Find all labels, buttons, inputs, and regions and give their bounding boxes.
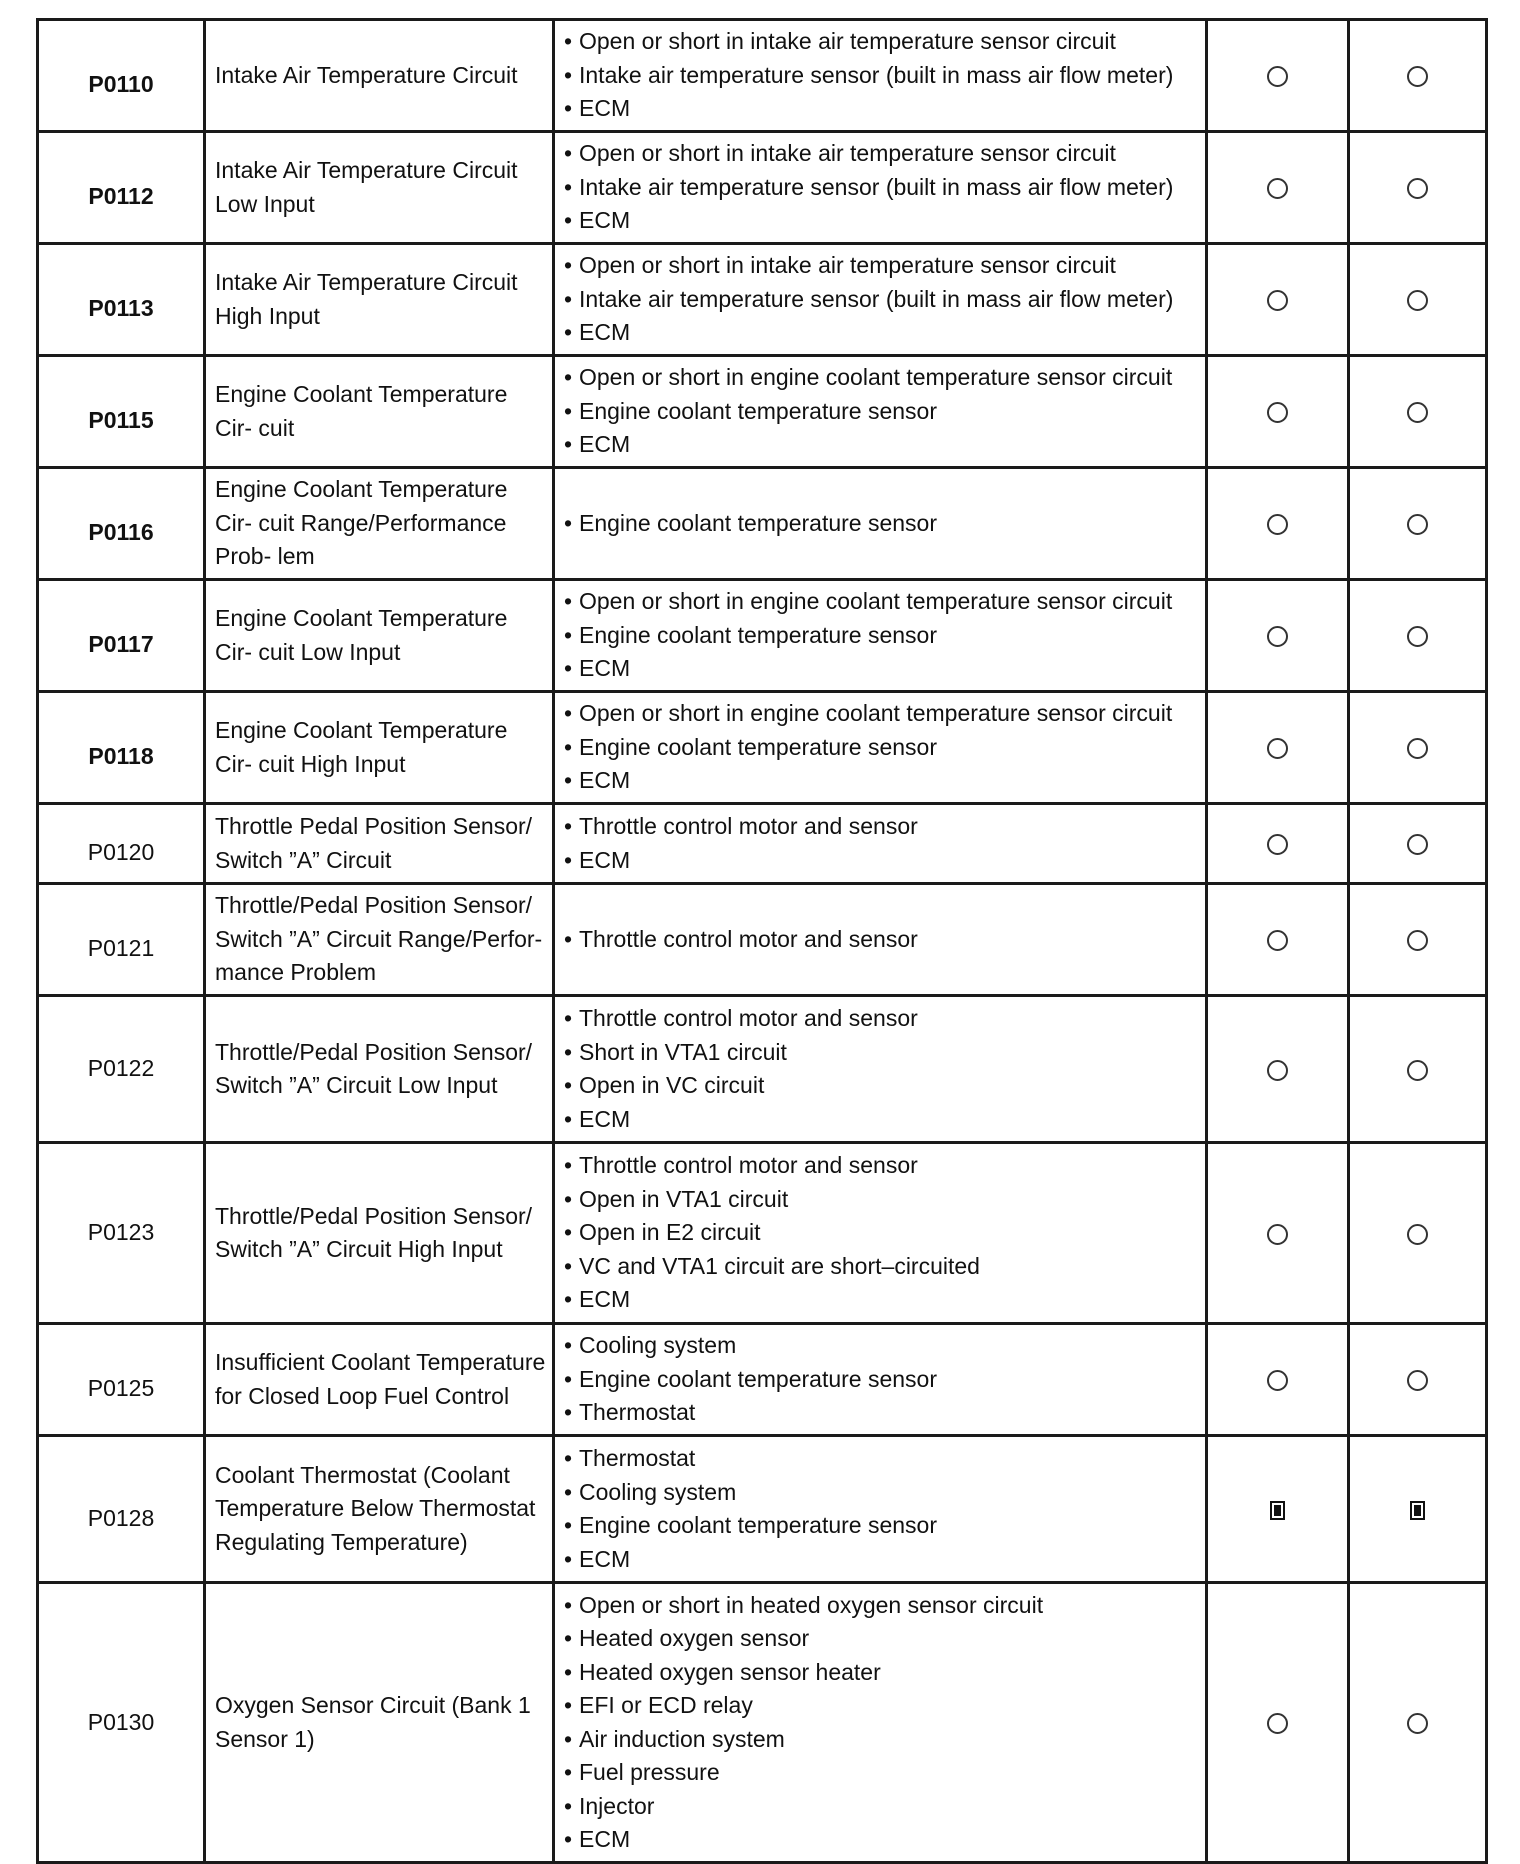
detection-item: Engine Coolant Temperature Cir- cuit Range/Performance Prob- lem	[205, 468, 554, 580]
detection-item: Throttle Pedal Position Sensor/ Switch ”A” Circuit	[205, 804, 554, 884]
list-item: • Intake air temperature sensor (built in mass air flow meter)	[564, 59, 1205, 93]
circle-mark-icon	[1267, 930, 1288, 951]
table-row	[38, 1143, 1487, 1324]
list-item: • ECM	[564, 652, 1205, 686]
list-item: • EFI or ECD relay	[564, 1689, 1205, 1723]
detection-item: Intake Air Temperature Circuit	[205, 20, 554, 132]
mil-cell	[1207, 132, 1349, 244]
trouble-area-list	[564, 1329, 1205, 1430]
list-item: • Air induction system	[564, 1723, 1205, 1757]
circle-mark-icon	[1267, 1224, 1288, 1245]
dtc-code-cell	[38, 580, 205, 692]
table-row	[38, 884, 1487, 996]
list-item: • Intake air temperature sensor (built in mass air flow meter)	[564, 283, 1205, 317]
mil-cell	[1207, 692, 1349, 804]
trouble-area-cell	[554, 804, 1207, 884]
detection-item: Insufficient Coolant Temperature for Closed Loop Fuel Control	[205, 1324, 554, 1436]
mil-cell	[1207, 244, 1349, 356]
trouble-area-cell	[554, 20, 1207, 132]
trouble-area-list	[564, 361, 1205, 462]
list-item: • Engine coolant temperature sensor	[564, 507, 1205, 541]
trouble-area-cell	[554, 1324, 1207, 1436]
memory-cell	[1349, 244, 1487, 356]
memory-cell	[1349, 1583, 1487, 1863]
dtc-code: P0110	[88, 71, 154, 98]
list-item: • Engine coolant temperature sensor	[564, 395, 1205, 429]
table-row	[38, 356, 1487, 468]
mil-cell	[1207, 1583, 1349, 1863]
list-item: • ECM	[564, 1543, 1205, 1577]
square-mark-icon	[1410, 1501, 1425, 1520]
list-item: • Thermostat	[564, 1442, 1205, 1476]
mil-cell	[1207, 1324, 1349, 1436]
circle-mark-icon	[1407, 626, 1428, 647]
square-mark-icon	[1270, 1501, 1285, 1520]
list-item: • Open or short in engine coolant temperature sensor circuit	[564, 361, 1205, 395]
list-item: • Open in VTA1 circuit	[564, 1183, 1205, 1217]
dtc-code: P0112	[88, 183, 154, 210]
table-row	[38, 1436, 1487, 1583]
list-item: • Heated oxygen sensor heater	[564, 1656, 1205, 1690]
circle-mark-icon	[1267, 178, 1288, 199]
list-item: • Cooling system	[564, 1329, 1205, 1363]
list-item: • Engine coolant temperature sensor	[564, 1363, 1205, 1397]
list-item: • Open or short in engine coolant temperature sensor circuit	[564, 697, 1205, 731]
trouble-area-list	[564, 1442, 1205, 1576]
table-row	[38, 132, 1487, 244]
list-item: • Throttle control motor and sensor	[564, 1002, 1205, 1036]
list-item: • Cooling system	[564, 1476, 1205, 1510]
list-item: • Open in E2 circuit	[564, 1216, 1205, 1250]
trouble-area-cell	[554, 1583, 1207, 1863]
detection-item: Throttle/Pedal Position Sensor/ Switch ”A” Circuit Range/Perfor- mance Problem	[205, 884, 554, 996]
circle-mark-icon	[1267, 1060, 1288, 1081]
list-item: • Open or short in intake air temperature sensor circuit	[564, 137, 1205, 171]
list-item: • ECM	[564, 1103, 1205, 1137]
trouble-area-cell	[554, 884, 1207, 996]
trouble-area-list	[564, 810, 1205, 877]
trouble-area-cell	[554, 996, 1207, 1143]
mil-cell	[1207, 804, 1349, 884]
list-item: • Injector	[564, 1790, 1205, 1824]
list-item: • Open or short in engine coolant temperature sensor circuit	[564, 585, 1205, 619]
dtc-code-cell	[38, 132, 205, 244]
memory-cell	[1349, 468, 1487, 580]
trouble-area-list	[564, 25, 1205, 126]
detection-item: Coolant Thermostat (Coolant Temperature Below Thermostat Regulating Temperature)	[205, 1436, 554, 1583]
dtc-code-cell	[38, 884, 205, 996]
list-item: • Throttle control motor and sensor	[564, 1149, 1205, 1183]
list-item: • Engine coolant temperature sensor	[564, 731, 1205, 765]
detection-item: Throttle/Pedal Position Sensor/ Switch ”A” Circuit High Input	[205, 1143, 554, 1324]
mil-cell	[1207, 468, 1349, 580]
circle-mark-icon	[1267, 514, 1288, 535]
dtc-code: P0115	[88, 407, 154, 434]
mil-cell	[1207, 1436, 1349, 1583]
list-item: • Throttle control motor and sensor	[564, 923, 1205, 957]
dtc-code: P0121	[87, 935, 155, 962]
dtc-table-body	[38, 20, 1487, 1863]
dtc-code: P0113	[88, 295, 154, 322]
circle-mark-icon	[1267, 290, 1288, 311]
circle-mark-icon	[1407, 930, 1428, 951]
circle-mark-icon	[1407, 290, 1428, 311]
trouble-area-cell	[554, 1143, 1207, 1324]
memory-cell	[1349, 580, 1487, 692]
circle-mark-icon	[1267, 834, 1288, 855]
dtc-code-cell	[38, 692, 205, 804]
circle-mark-icon	[1407, 738, 1428, 759]
detection-item: Throttle/Pedal Position Sensor/ Switch ”A” Circuit Low Input	[205, 996, 554, 1143]
circle-mark-icon	[1407, 1713, 1428, 1734]
circle-mark-icon	[1267, 66, 1288, 87]
dtc-code-cell	[38, 1436, 205, 1583]
table-row	[38, 692, 1487, 804]
trouble-area-list	[564, 137, 1205, 238]
memory-cell	[1349, 1143, 1487, 1324]
list-item: • Open or short in intake air temperature sensor circuit	[564, 25, 1205, 59]
memory-cell	[1349, 356, 1487, 468]
trouble-area-cell	[554, 468, 1207, 580]
circle-mark-icon	[1407, 1224, 1428, 1245]
list-item: • ECM	[564, 92, 1205, 126]
memory-cell	[1349, 20, 1487, 132]
list-item: • Heated oxygen sensor	[564, 1622, 1205, 1656]
memory-cell	[1349, 692, 1487, 804]
memory-cell	[1349, 1436, 1487, 1583]
trouble-area-list	[564, 1149, 1205, 1317]
trouble-area-cell	[554, 132, 1207, 244]
memory-cell	[1349, 884, 1487, 996]
dtc-code-cell	[38, 1143, 205, 1324]
dtc-code-cell	[38, 804, 205, 884]
detection-item: Intake Air Temperature Circuit Low Input	[205, 132, 554, 244]
dtc-code: P0118	[88, 743, 154, 770]
list-item: • Open or short in intake air temperature sensor circuit	[564, 249, 1205, 283]
list-item: • ECM	[564, 204, 1205, 238]
trouble-area-list	[564, 1002, 1205, 1136]
trouble-area-cell	[554, 580, 1207, 692]
trouble-area-list	[564, 1589, 1205, 1857]
dtc-code-cell	[38, 356, 205, 468]
circle-mark-icon	[1407, 66, 1428, 87]
list-item: • ECM	[564, 844, 1205, 878]
dtc-code-cell	[38, 1324, 205, 1436]
circle-mark-icon	[1407, 178, 1428, 199]
dtc-code: P0128	[87, 1504, 155, 1531]
list-item: • Short in VTA1 circuit	[564, 1036, 1205, 1070]
list-item: • ECM	[564, 1283, 1205, 1317]
list-item: • Intake air temperature sensor (built in mass air flow meter)	[564, 171, 1205, 205]
dtc-code-cell	[38, 1583, 205, 1863]
dtc-code: P0117	[88, 631, 154, 658]
detection-item: Engine Coolant Temperature Cir- cuit High Input	[205, 692, 554, 804]
detection-item: Oxygen Sensor Circuit (Bank 1 Sensor 1)	[205, 1583, 554, 1863]
dtc-code: P0130	[87, 1708, 155, 1735]
mil-cell	[1207, 1143, 1349, 1324]
table-row	[38, 1324, 1487, 1436]
dtc-code: P0116	[88, 519, 154, 546]
circle-mark-icon	[1407, 1370, 1428, 1391]
list-item: • Engine coolant temperature sensor	[564, 1509, 1205, 1543]
detection-item: Intake Air Temperature Circuit High Input	[205, 244, 554, 356]
circle-mark-icon	[1407, 834, 1428, 855]
dtc-code: P0120	[87, 839, 155, 866]
list-item: • ECM	[564, 1823, 1205, 1857]
trouble-area-list	[564, 923, 1205, 957]
table-row	[38, 996, 1487, 1143]
dtc-code: P0125	[87, 1375, 155, 1402]
list-item: • Open in VC circuit	[564, 1069, 1205, 1103]
list-item: • Throttle control motor and sensor	[564, 810, 1205, 844]
table-row	[38, 580, 1487, 692]
memory-cell	[1349, 132, 1487, 244]
list-item: • Thermostat	[564, 1396, 1205, 1430]
mil-cell	[1207, 580, 1349, 692]
memory-cell	[1349, 804, 1487, 884]
list-item: • ECM	[564, 764, 1205, 798]
table-row	[38, 20, 1487, 132]
trouble-area-list	[564, 697, 1205, 798]
list-item: • ECM	[564, 428, 1205, 462]
circle-mark-icon	[1407, 514, 1428, 535]
circle-mark-icon	[1267, 1370, 1288, 1391]
list-item: • ECM	[564, 316, 1205, 350]
memory-cell	[1349, 1324, 1487, 1436]
trouble-area-list	[564, 585, 1205, 686]
trouble-area-cell	[554, 692, 1207, 804]
mil-cell	[1207, 20, 1349, 132]
dtc-code: P0123	[87, 1219, 155, 1246]
list-item: • VC and VTA1 circuit are short–circuited	[564, 1250, 1205, 1284]
table-row	[38, 1583, 1487, 1863]
table-row	[38, 804, 1487, 884]
mil-cell	[1207, 356, 1349, 468]
circle-mark-icon	[1267, 626, 1288, 647]
detection-item: Engine Coolant Temperature Cir- cuit Low Input	[205, 580, 554, 692]
mil-cell	[1207, 884, 1349, 996]
circle-mark-icon	[1267, 1713, 1288, 1734]
detection-item: Engine Coolant Temperature Cir- cuit	[205, 356, 554, 468]
dtc-table-page	[36, 18, 1485, 1864]
trouble-area-cell	[554, 1436, 1207, 1583]
dtc-code-cell	[38, 468, 205, 580]
list-item: • Fuel pressure	[564, 1756, 1205, 1790]
trouble-area-list	[564, 507, 1205, 541]
memory-cell	[1349, 996, 1487, 1143]
dtc-code: P0122	[87, 1055, 155, 1082]
circle-mark-icon	[1407, 402, 1428, 423]
dtc-code-cell	[38, 996, 205, 1143]
circle-mark-icon	[1267, 738, 1288, 759]
trouble-area-cell	[554, 244, 1207, 356]
list-item: • Open or short in heated oxygen sensor circuit	[564, 1589, 1205, 1623]
circle-mark-icon	[1267, 402, 1288, 423]
trouble-area-list	[564, 249, 1205, 350]
dtc-code-cell	[38, 244, 205, 356]
dtc-table	[36, 18, 1488, 1864]
list-item: • Engine coolant temperature sensor	[564, 619, 1205, 653]
table-row	[38, 244, 1487, 356]
trouble-area-cell	[554, 356, 1207, 468]
mil-cell	[1207, 996, 1349, 1143]
circle-mark-icon	[1407, 1060, 1428, 1081]
table-row	[38, 468, 1487, 580]
dtc-code-cell	[38, 20, 205, 132]
